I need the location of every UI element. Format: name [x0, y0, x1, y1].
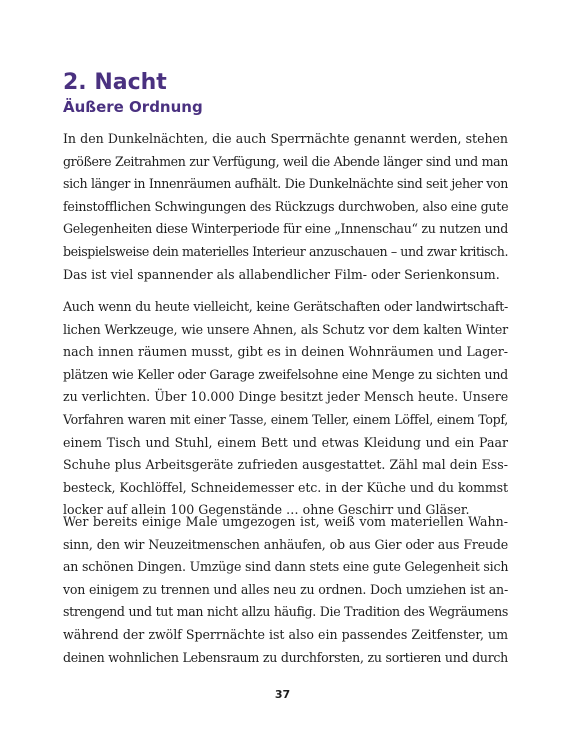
- text-line: plätzen wie Keller oder Garage zweifelsohne eine Menge zu sichten und: [63, 366, 508, 382]
- text-line: größere Zeitrahmen zur Verfügung, weil die Abende länger sind und man: [63, 153, 508, 169]
- text-line: strengend und tut man nicht allzu häufig. Die Tradition des Wegräumens: [63, 604, 508, 620]
- text-line: Das ist viel spannender als allabendlicher Film- oder Serienkonsum.: [63, 266, 500, 282]
- paragraph-1: [63, 128, 508, 286]
- text-line: Auch wenn du heute vielleicht, keine Gerätschaften oder landwirtschaft-: [63, 299, 508, 314]
- text-line: zu verlichten. Über 10.000 Dinge besitzt jeder Mensch heute. Unsere: [63, 389, 509, 405]
- chapter-title: 2. Nacht: [63, 70, 167, 95]
- page-number: 37: [274, 688, 291, 701]
- text-line: Vorfahren waren mit einer Tasse, einem Teller, einem Löffel, einem Topf,: [63, 411, 508, 427]
- text-line: In den Dunkelnächten, die auch Sperrnächte genannt werden, stehen: [63, 131, 508, 146]
- paragraph-2: [63, 296, 508, 522]
- text-line: an schönen Dingen. Umzüge sind dann stets eine gute Gelegenheit sich: [63, 559, 509, 575]
- text-line: während der zwölf Sperrnächte ist also ein passendes Zeitfenster, um: [63, 626, 508, 642]
- text-line: besteck, Kochlöffel, Schneidemesser etc. in der Küche und du kommst: [63, 479, 508, 495]
- text-line: Schuhe plus Arbeitsgeräte zufrieden ausgestattet. Zähl mal dein Ess-: [63, 457, 508, 473]
- text-line: beispielsweise dein materielles Interieur anzuschauen – und zwar kritisch.: [63, 243, 508, 259]
- text-line: einem Tisch und Stuhl, einem Bett und etwas Kleidung und ein Paar: [63, 434, 508, 450]
- text-line: sich länger in Innenräumen aufhält. Die Dunkelnächte sind seit jeher von: [63, 176, 508, 192]
- text-line: nach innen räumen musst, gibt es in deinen Wohnräumen und Lager-: [63, 344, 508, 360]
- text-line: sinn, den wir Neuzeitmenschen anhäufen, ob aus Gier oder aus Freude: [63, 536, 508, 552]
- text-line: Wer bereits einige Male umgezogen ist, weiß vom materiellen Wahn-: [63, 514, 508, 529]
- paragraph-3: [63, 511, 508, 669]
- text-line: lichen Werkzeuge, wie unsere Ahnen, als Schutz vor dem kalten Winter: [63, 321, 508, 337]
- text-line: locker auf allein 100 Gegenstände … ohne Geschirr und Gläser.: [63, 502, 470, 518]
- chapter-subtitle: Äußere Ordnung: [63, 98, 203, 116]
- text-line: Gelegenheiten diese Winterperiode für eine „Innenschau“ zu nutzen und: [63, 221, 508, 237]
- text-line: deinen wohnlichen Lebensraum zu durchforsten, zu sortieren und durch: [63, 649, 508, 665]
- text-line: feinstofflichen Schwingungen des Rückzugs durchwoben, also eine gute: [63, 198, 509, 214]
- text-line: von einigem zu trennen und alles neu zu ordnen. Doch umziehen ist an-: [63, 581, 508, 597]
